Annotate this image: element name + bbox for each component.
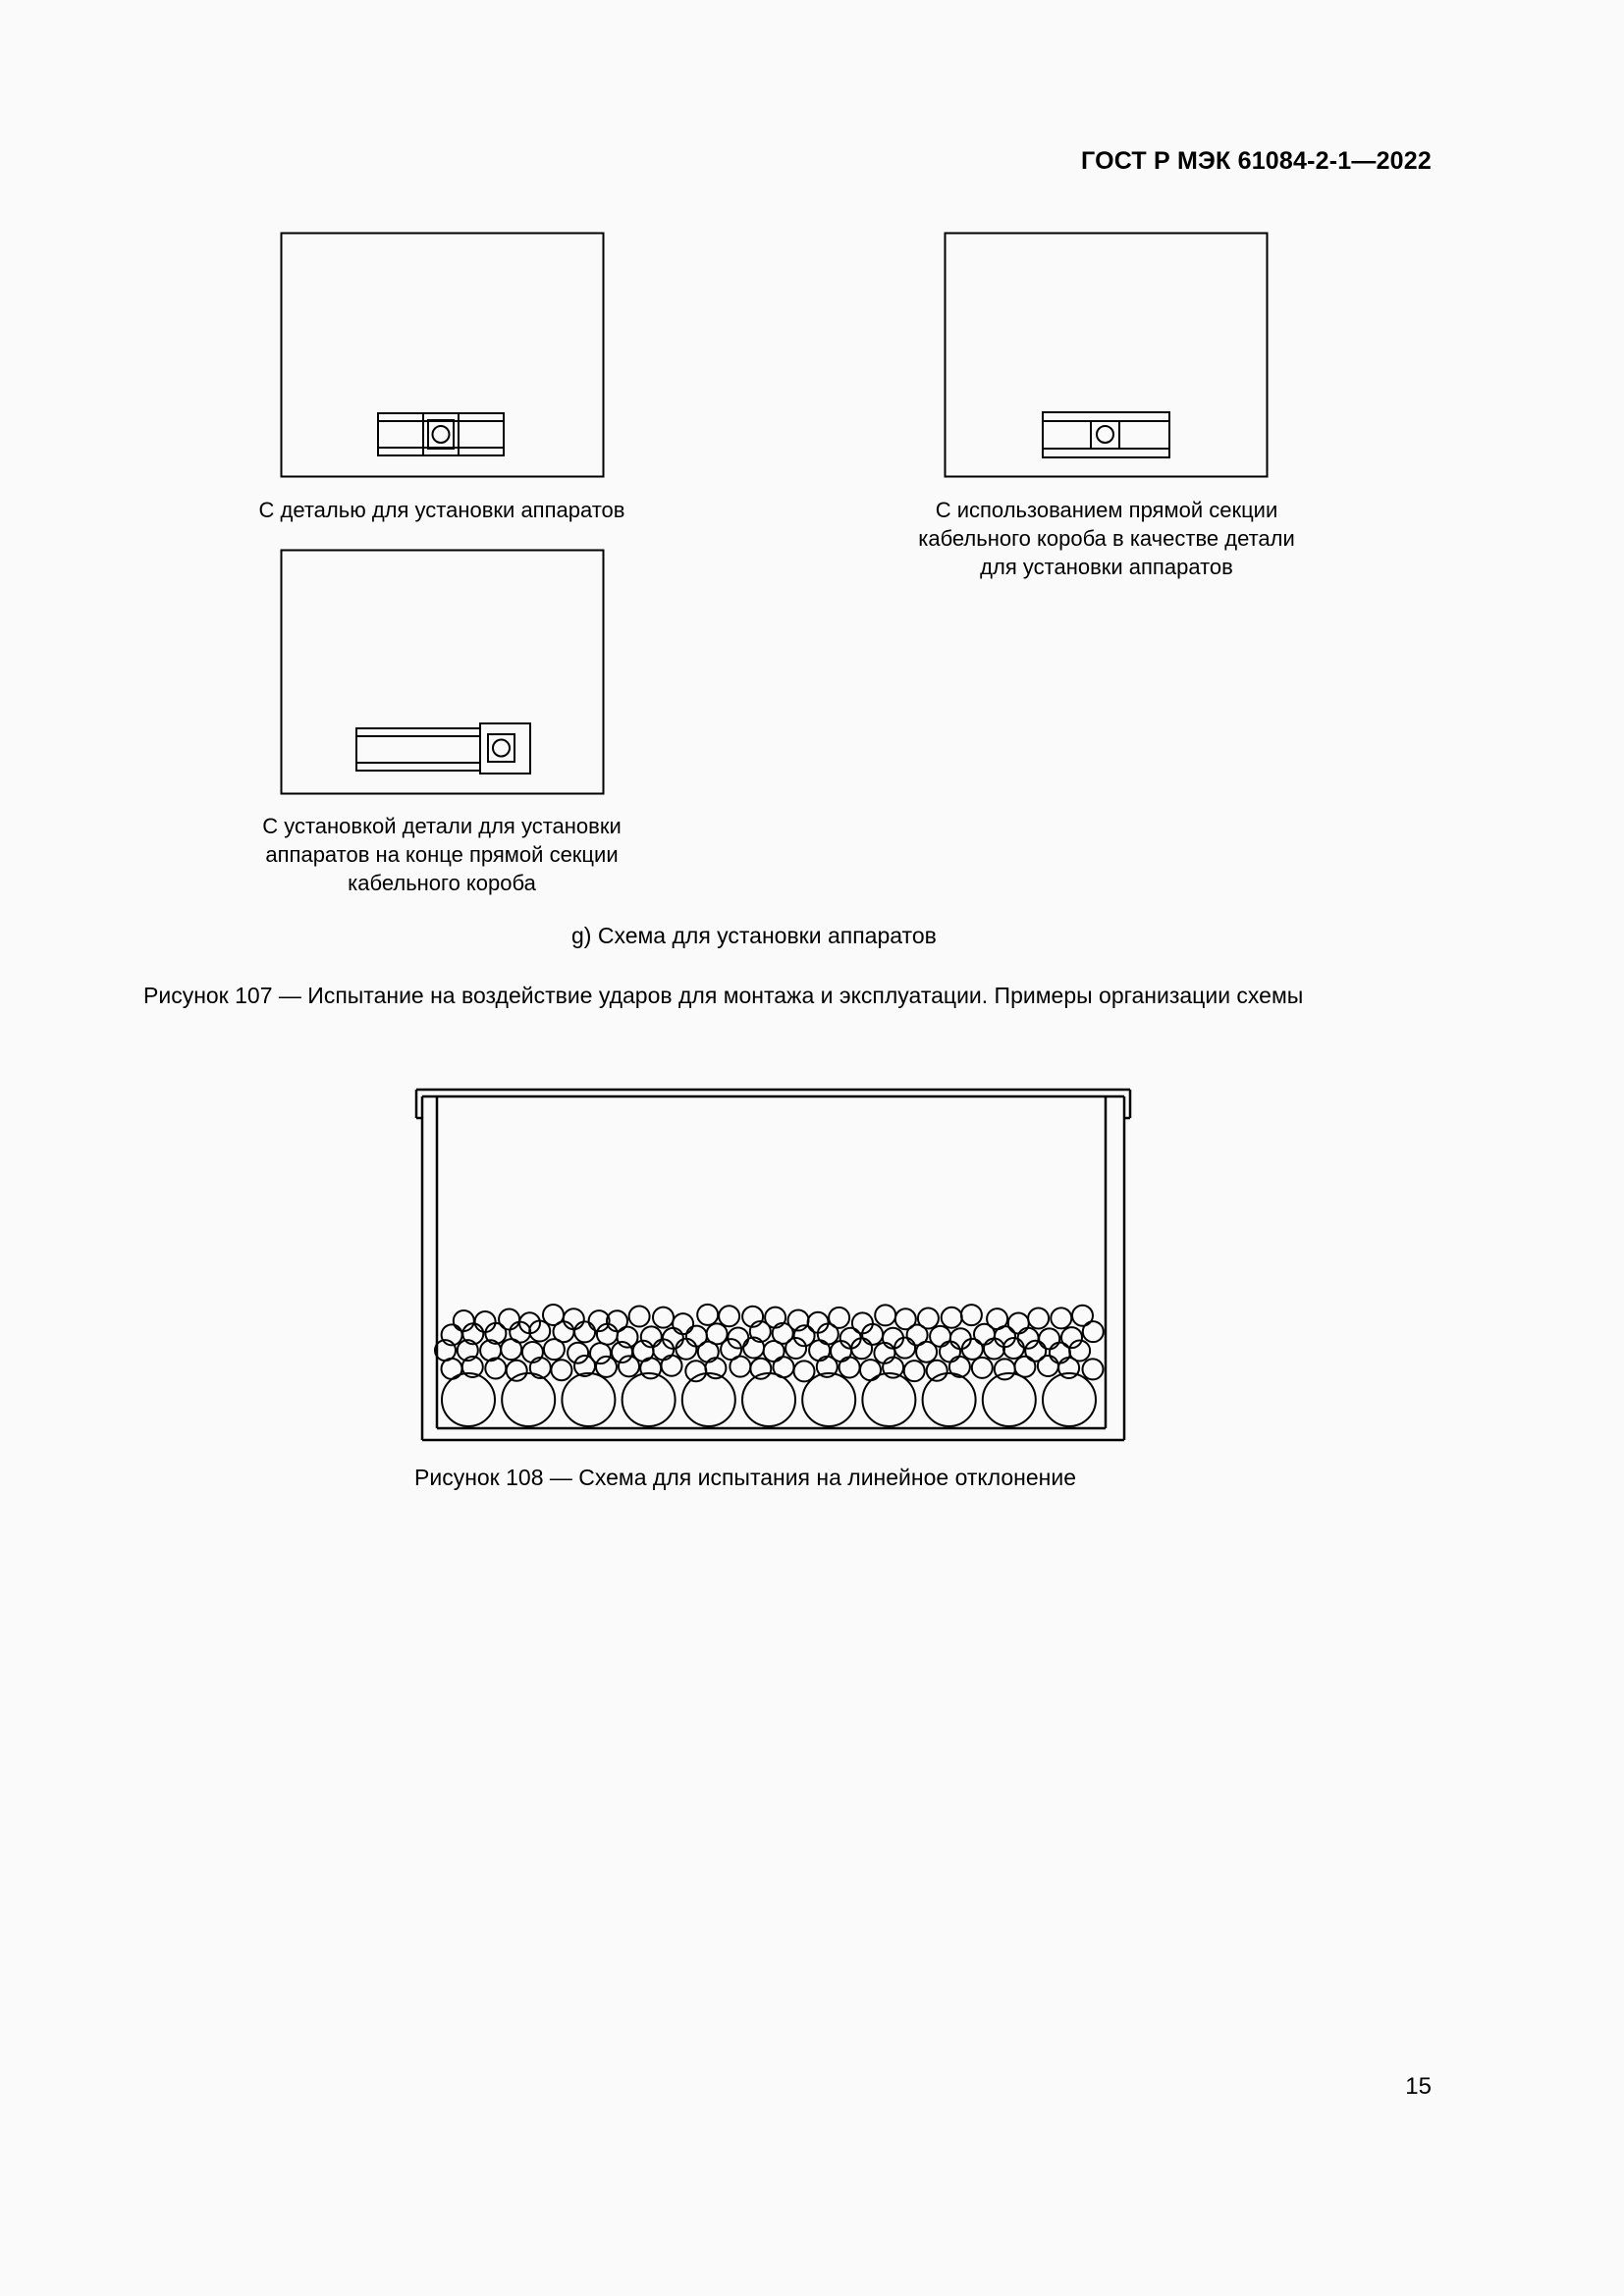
small-ball — [697, 1305, 718, 1325]
caption-straight-section-line-2: кабельного короба в качестве детали — [918, 526, 1295, 551]
diagram-end-mount — [280, 549, 605, 795]
small-ball — [930, 1326, 950, 1347]
large-ball — [502, 1373, 555, 1426]
small-ball — [895, 1308, 916, 1329]
diagram-linear-deflection — [412, 1085, 1134, 1443]
small-ball — [543, 1305, 564, 1325]
small-ball — [1083, 1359, 1104, 1379]
small-ball — [927, 1361, 947, 1381]
large-ball — [983, 1373, 1036, 1426]
small-ball — [904, 1361, 925, 1381]
small-ball — [1050, 1343, 1070, 1363]
caption-end-mount-line-1: С установкой детали для установки — [262, 814, 622, 838]
small-ball — [1014, 1357, 1035, 1377]
small-ball — [940, 1342, 960, 1362]
container-outline — [416, 1090, 1130, 1440]
small-ball — [653, 1308, 674, 1328]
small-ball — [564, 1308, 584, 1329]
caption-straight-section-line-3: для установки аппаратов — [980, 555, 1233, 579]
caption-device-detail-text: С деталью для установки аппаратов — [258, 498, 625, 522]
document-header: ГОСТ Р МЭК 61084-2-1—2022 — [1081, 147, 1432, 175]
small-ball — [860, 1360, 881, 1380]
end-mount-shape — [356, 723, 530, 774]
small-ball — [962, 1339, 983, 1360]
caption-end-mount-line-3: кабельного короба — [348, 871, 536, 895]
small-ball — [686, 1326, 707, 1347]
small-ball — [942, 1308, 962, 1328]
small-ball — [728, 1328, 748, 1349]
small-ball — [774, 1357, 794, 1377]
figure-107-subcaption: g) Схема для установки аппаратов — [571, 923, 937, 948]
small-ball — [719, 1306, 739, 1326]
small-ball — [995, 1359, 1015, 1379]
small-ball — [829, 1308, 849, 1328]
small-ball — [676, 1339, 696, 1360]
small-ball — [1025, 1341, 1046, 1362]
small-ball — [987, 1308, 1007, 1329]
small-ball — [875, 1305, 895, 1325]
large-ball — [562, 1373, 615, 1426]
caption-straight-section-line-1: С использованием прямой секции — [935, 498, 1278, 522]
mounting-detail-shape — [378, 413, 504, 455]
small-ball — [551, 1360, 571, 1380]
large-ball — [442, 1373, 495, 1426]
small-ball — [1028, 1308, 1049, 1329]
small-ball — [522, 1342, 543, 1362]
page-number: 15 — [1405, 2073, 1432, 2100]
large-ball — [923, 1373, 976, 1426]
large-ball — [742, 1373, 795, 1426]
caption-device-detail — [172, 496, 712, 524]
caption-end-mount-line-2: аппаратов на конце прямой секции — [265, 842, 619, 867]
large-ball — [1043, 1373, 1096, 1426]
small-ball — [705, 1358, 726, 1378]
small-ball — [568, 1343, 588, 1363]
small-ball — [794, 1361, 815, 1381]
small-ball — [1039, 1328, 1059, 1349]
small-ball — [984, 1339, 1004, 1360]
large-ball — [682, 1373, 735, 1426]
small-ball — [1051, 1308, 1071, 1328]
small-ball — [685, 1361, 706, 1381]
figure-107-title: Рисунок 107 — Испытание на воздействие ударов для монтажа и эксплуатации. Примеры организации схемы — [143, 983, 1304, 1008]
figure-108-title: Рисунок 108 — Схема для испытания на линейное отклонение — [414, 1465, 1077, 1490]
small-ball — [950, 1328, 971, 1349]
small-ball — [507, 1361, 527, 1381]
small-ball — [750, 1359, 771, 1379]
small-ball — [574, 1321, 595, 1342]
large-ball — [623, 1373, 676, 1426]
large-ball — [802, 1373, 855, 1426]
small-ball — [475, 1311, 496, 1332]
balls-group — [435, 1305, 1104, 1426]
small-ball — [765, 1308, 785, 1328]
diagram-straight-section — [944, 232, 1269, 478]
small-ball — [1018, 1328, 1039, 1349]
caption-straight-section — [837, 496, 1377, 581]
diagram-device-detail — [280, 232, 605, 478]
small-ball — [590, 1343, 611, 1363]
small-ball — [662, 1356, 682, 1376]
small-ball — [673, 1313, 693, 1334]
caption-end-mount — [172, 812, 712, 897]
small-ball — [918, 1308, 939, 1329]
small-ball — [972, 1358, 993, 1378]
small-ball — [707, 1323, 728, 1344]
small-ball — [629, 1307, 650, 1327]
small-ball — [949, 1357, 970, 1377]
small-ball — [839, 1358, 860, 1378]
small-ball — [499, 1309, 519, 1330]
straight-section-shape — [1043, 412, 1169, 457]
small-ball — [1008, 1313, 1029, 1334]
small-ball — [961, 1305, 982, 1325]
small-ball — [1072, 1306, 1093, 1326]
